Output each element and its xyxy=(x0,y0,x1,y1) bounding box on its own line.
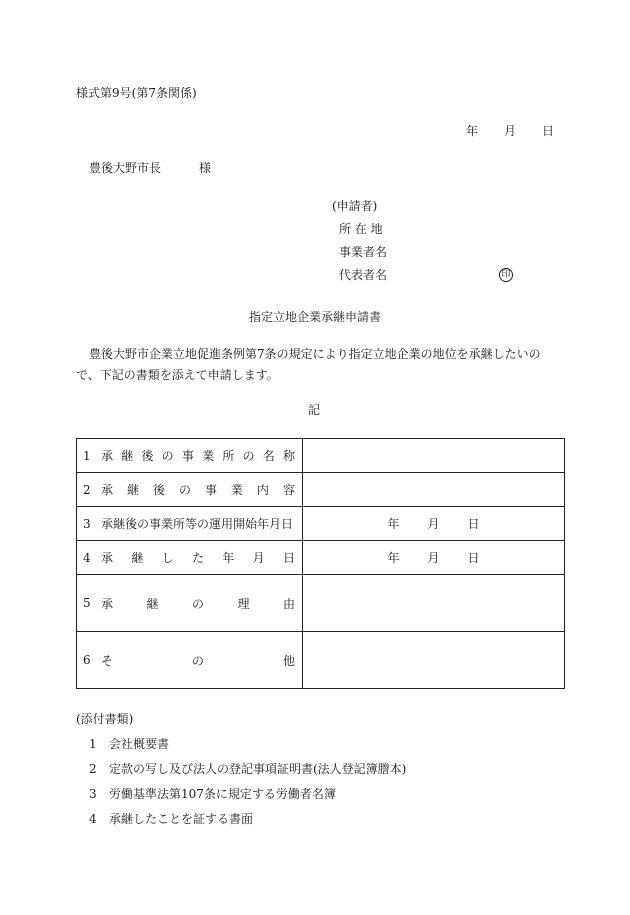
body-text-line-1: 豊後大野市企業立地促進条例第7条の規定により指定立地企業の地位を承継したいの xyxy=(89,347,541,361)
attachment-number: 3 xyxy=(89,787,97,801)
list-item xyxy=(89,812,253,826)
item-value-cell[interactable] xyxy=(303,575,565,632)
applicant-business-name-label: 事業者名 xyxy=(339,245,388,259)
attachment-text: 定款の写し及び法人の登記事項証明書(法人登記簿謄本) xyxy=(109,762,407,776)
item-date-value: 年 月 日 xyxy=(387,551,480,565)
attachment-number: 4 xyxy=(89,812,97,826)
item-label-cell xyxy=(77,541,303,575)
date-month: 月 xyxy=(504,124,517,138)
item-label-cell xyxy=(77,439,303,473)
table-row xyxy=(77,575,565,632)
items-table xyxy=(76,438,565,689)
ki-marker: 記 xyxy=(308,403,321,417)
item-value-cell[interactable] xyxy=(303,541,565,575)
applicant-labels xyxy=(339,222,387,282)
item-label-cell xyxy=(77,632,303,689)
table-row xyxy=(77,507,565,541)
item-label: 承 継 の 理 由 xyxy=(101,596,295,611)
addressee-name: 豊後大野市長 xyxy=(89,161,162,175)
item-number: 6 xyxy=(83,653,91,667)
item-label-cell xyxy=(77,507,303,541)
attachment-text: 会社概要書 xyxy=(109,737,170,751)
applicant-representative-label: 代表者名 xyxy=(339,268,388,282)
item-label: 承 継 後 の 事 業 内 容 xyxy=(101,483,295,497)
date-year: 年 xyxy=(466,124,479,138)
item-date-value: 年 月 日 xyxy=(387,517,480,531)
attachment-text: 労働基準法第107条に規定する労働者名簿 xyxy=(109,787,336,801)
item-number: 5 xyxy=(83,596,91,610)
addressee xyxy=(89,161,211,175)
form-number: 様式第9号(第7条関係) xyxy=(76,86,197,100)
item-number: 1 xyxy=(83,448,91,463)
date-day: 日 xyxy=(542,124,555,138)
document-title: 指定立地企業承継申請書 xyxy=(249,310,382,324)
table-row xyxy=(77,541,565,575)
list-item xyxy=(89,787,336,801)
attachment-text: 承継したことを証する書面 xyxy=(109,812,254,826)
seal-icon: 印 xyxy=(499,268,513,282)
item-value-cell[interactable] xyxy=(303,439,565,473)
attachments-heading: (添付書類) xyxy=(76,712,134,726)
item-value-cell[interactable] xyxy=(303,473,565,507)
applicant-heading: (申請者) xyxy=(332,199,378,213)
attachment-number: 1 xyxy=(89,737,97,751)
item-label-cell xyxy=(77,473,303,507)
table-row xyxy=(77,632,565,689)
item-label: 承 継 し た 年 月 日 xyxy=(101,551,295,565)
list-item xyxy=(89,737,169,751)
table-row xyxy=(77,473,565,507)
table-row xyxy=(77,439,565,473)
submission-date xyxy=(466,124,554,138)
item-number: 3 xyxy=(83,516,91,531)
attachment-number: 2 xyxy=(89,762,97,776)
item-value-cell[interactable] xyxy=(303,507,565,541)
list-item xyxy=(89,762,406,776)
item-label: そ の 他 xyxy=(101,653,295,668)
applicant-address-label: 所 在 地 xyxy=(339,222,383,236)
addressee-honorific: 様 xyxy=(199,161,212,175)
item-number: 4 xyxy=(83,550,91,565)
item-value-cell[interactable] xyxy=(303,632,565,689)
item-label: 承継後の事業所等の運用開始年月日 xyxy=(101,517,294,531)
item-label-cell xyxy=(77,575,303,632)
item-number: 2 xyxy=(83,482,91,497)
body-text-line-2: で、下記の書類を添えて申請します。 xyxy=(76,368,279,382)
item-label: 承 継 後 の 事 業 所 の 名 称 xyxy=(101,449,295,463)
